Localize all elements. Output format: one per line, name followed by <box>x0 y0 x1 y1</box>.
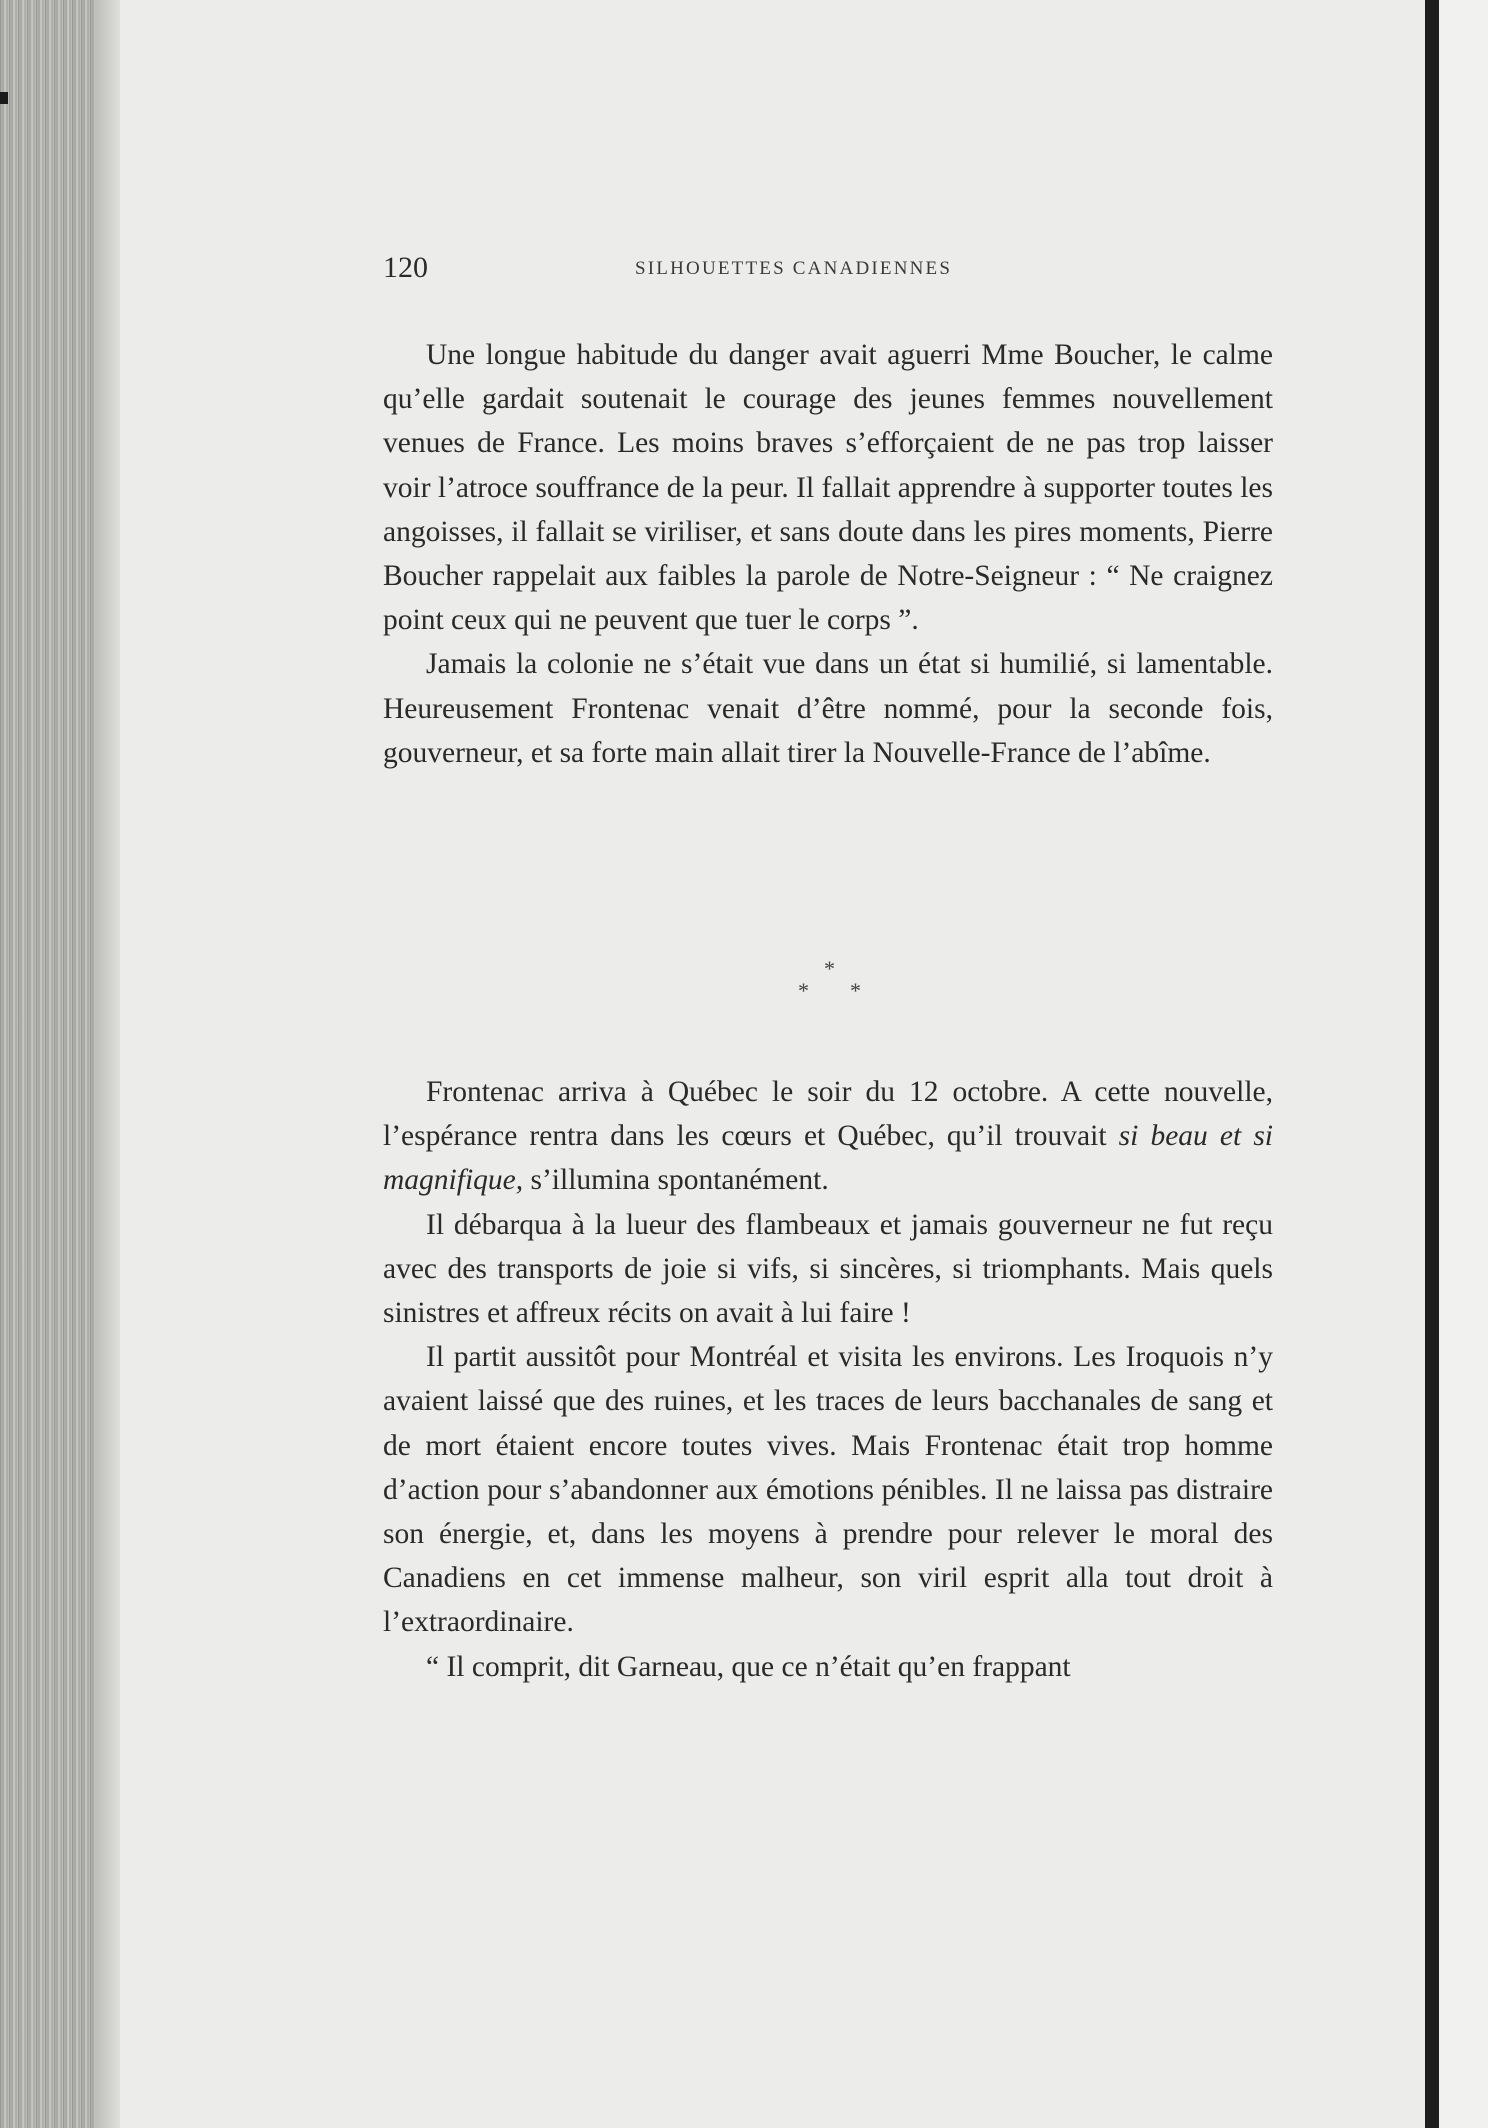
text-section-1 <box>383 333 1273 775</box>
asterism-star: * <box>824 956 835 981</box>
paragraph: Une longue habitude du danger avait aguerri Mme Boucher, le calme qu’elle gardait soutenait le courage des jeunes femmes nouvellement venues de France. Les moins braves s’efforçaient de ne pas trop laisser voir l’atroce souffrance de la peur. Il fallait apprendre à supporter toutes les angoisses, il fallait se viriliser, et sans doute dans les pires moments, Pierre Boucher rappelait aux faibles la parole de Notre-Seigneur : “ Ne craignez point ceux qui ne peuvent que tuer le corps ”. <box>383 339 1273 637</box>
right-page-border <box>1425 0 1439 2128</box>
text-section-2 <box>383 1070 1273 1689</box>
asterism-star: * <box>798 978 809 1003</box>
paragraph-text: s’illumina spontanément. <box>523 1164 829 1197</box>
page-number: 120 <box>383 251 428 284</box>
italic-quote: si beau et si magnifique, <box>383 1120 1273 1197</box>
paragraph: Il débarqua à la lueur des flambeaux et jamais gouverneur ne fut reçu avec des transports de joie si vifs, si sincères, si triomphants. Mais quels sinistres et affreux récits on avait à lui faire ! <box>383 1208 1273 1330</box>
paragraph: Jamais la colonie ne s’était vue dans un état si humilié, si lamentable. Heureusement Frontenac venait d’être nommé, pour la seconde fois, gouverneur, et sa forte main allait tirer la Nouvelle-France de l’abîme. <box>383 648 1273 769</box>
paragraph-text: Frontenac arriva à Québec le soir du 12 octobre. A cette nouvelle, l’espérance rentra dans les cœurs et Québec, qu’il trouvait <box>383 1076 1273 1153</box>
book-page <box>120 0 1425 2128</box>
facing-page-edge <box>1439 0 1488 2128</box>
paragraph <box>383 1070 1273 1203</box>
section-asterism <box>780 958 880 1018</box>
edge-mark <box>0 92 8 104</box>
running-head <box>383 248 1283 288</box>
paragraph: “ Il comprit, dit Garneau, que ce n’était qu’en frappant <box>426 1650 1071 1683</box>
book-title: SILHOUETTES CANADIENNES <box>635 258 953 279</box>
paragraph: Il partit aussitôt pour Montréal et visita les environs. Les Iroquois n’y avaient laissé que des ruines, et les traces de leurs bacchanales de sang et de mort étaient encore toutes vives. Mais Frontenac était trop homme d’action pour s’abandonner aux émotions pénibles. Il ne laissa pas distraire son énergie, et, dans les moyens à prendre pour relever le moral des Canadiens en cet immense malheur, son viril esprit alla tout droit à l’extraordinaire. <box>383 1341 1273 1639</box>
asterism-star: * <box>850 978 861 1003</box>
book-page-stack-edge <box>0 0 105 2128</box>
